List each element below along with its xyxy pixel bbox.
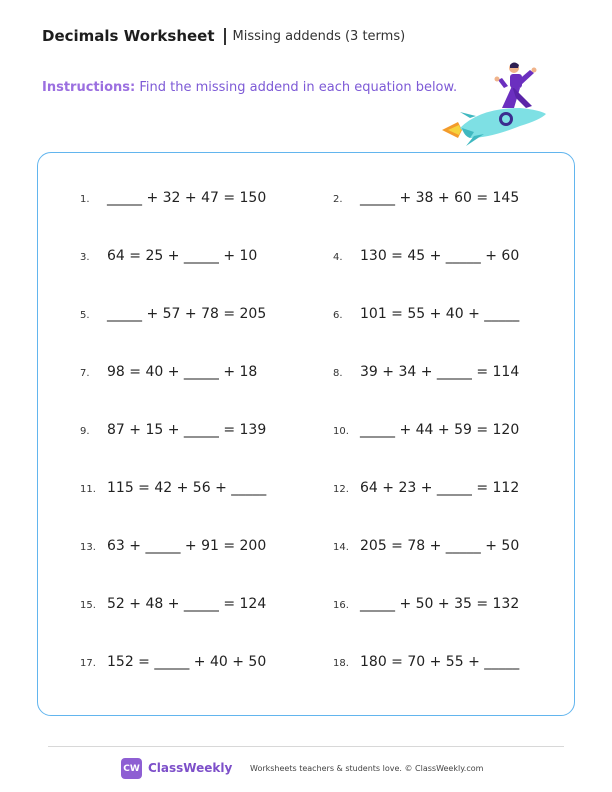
problem-equation: 39 + 34 + _____ = 114: [360, 364, 520, 380]
problem-equation: _____ + 44 + 59 = 120: [360, 422, 520, 438]
problem-item: [333, 190, 519, 206]
problem-item: [333, 248, 519, 264]
problem-equation: 87 + 15 + _____ = 139: [107, 422, 267, 438]
instructions-text: Find the missing addend in each equation below.: [139, 80, 458, 95]
problem-item: [80, 538, 266, 554]
problem-equation: 63 + _____ + 91 = 200: [107, 538, 267, 554]
problem-item: [80, 596, 266, 612]
problem-item: [333, 654, 519, 670]
problem-equation: 180 = 70 + 55 + _____: [360, 654, 520, 670]
problem-item: [80, 364, 257, 380]
problem-number: 15.: [80, 600, 96, 611]
problem-item: [80, 422, 266, 438]
problem-number: 9.: [80, 426, 90, 437]
problem-number: 11.: [80, 484, 96, 495]
problem-item: [333, 480, 519, 496]
footer: [0, 758, 612, 782]
problem-number: 3.: [80, 252, 90, 263]
footer-tagline: Worksheets teachers & students love. © ClassWeekly.com: [250, 764, 484, 773]
problem-number: 8.: [333, 368, 343, 379]
problem-number: 6.: [333, 310, 343, 321]
instructions-label: Instructions:: [42, 80, 136, 95]
classweekly-logo-text: ClassWeekly: [148, 761, 233, 775]
worksheet-header: [42, 27, 405, 45]
problem-equation: 130 = 45 + _____ + 60: [360, 248, 520, 264]
problem-equation: _____ + 38 + 60 = 145: [360, 190, 520, 206]
problem-number: 1.: [80, 194, 90, 205]
problem-equation: _____ + 32 + 47 = 150: [107, 190, 267, 206]
classweekly-logo-badge: CW: [121, 758, 142, 779]
problem-number: 5.: [80, 310, 90, 321]
problem-item: [80, 306, 266, 322]
problem-number: 4.: [333, 252, 343, 263]
footer-divider: [48, 746, 564, 747]
problem-number: 18.: [333, 658, 349, 669]
problem-item: [333, 364, 519, 380]
problem-number: 7.: [80, 368, 90, 379]
problem-number: 10.: [333, 426, 349, 437]
problem-item: [80, 190, 266, 206]
problem-equation: 64 + 23 + _____ = 112: [360, 480, 520, 496]
problem-number: 2.: [333, 194, 343, 205]
worksheet-subtitle: Missing addends (3 terms): [232, 28, 406, 44]
problem-equation: 205 = 78 + _____ + 50: [360, 538, 520, 554]
problem-item: [333, 306, 519, 322]
problem-item: [333, 596, 519, 612]
problem-equation: 64 = 25 + _____ + 10: [107, 248, 258, 264]
rocket-illustration: [440, 56, 550, 146]
instructions: [42, 80, 457, 95]
problem-equation: 98 = 40 + _____ + 18: [107, 364, 258, 380]
problem-item: [80, 480, 266, 496]
problem-item: [80, 654, 266, 670]
problem-number: 12.: [333, 484, 349, 495]
problem-equation: _____ + 57 + 78 = 205: [107, 306, 267, 322]
problem-equation: _____ + 50 + 35 = 132: [360, 596, 520, 612]
problem-number: 16.: [333, 600, 349, 611]
header-divider: [224, 28, 226, 45]
problem-number: 14.: [333, 542, 349, 553]
problem-item: [333, 422, 519, 438]
problem-equation: 52 + 48 + _____ = 124: [107, 596, 267, 612]
worksheet-title: Decimals Worksheet: [42, 27, 215, 45]
problem-item: [333, 538, 519, 554]
problem-number: 17.: [80, 658, 96, 669]
problem-equation: 101 = 55 + 40 + _____: [360, 306, 520, 322]
problem-equation: 152 = _____ + 40 + 50: [107, 654, 267, 670]
problem-number: 13.: [80, 542, 96, 553]
problem-item: [80, 248, 257, 264]
problem-equation: 115 = 42 + 56 + _____: [107, 480, 267, 496]
